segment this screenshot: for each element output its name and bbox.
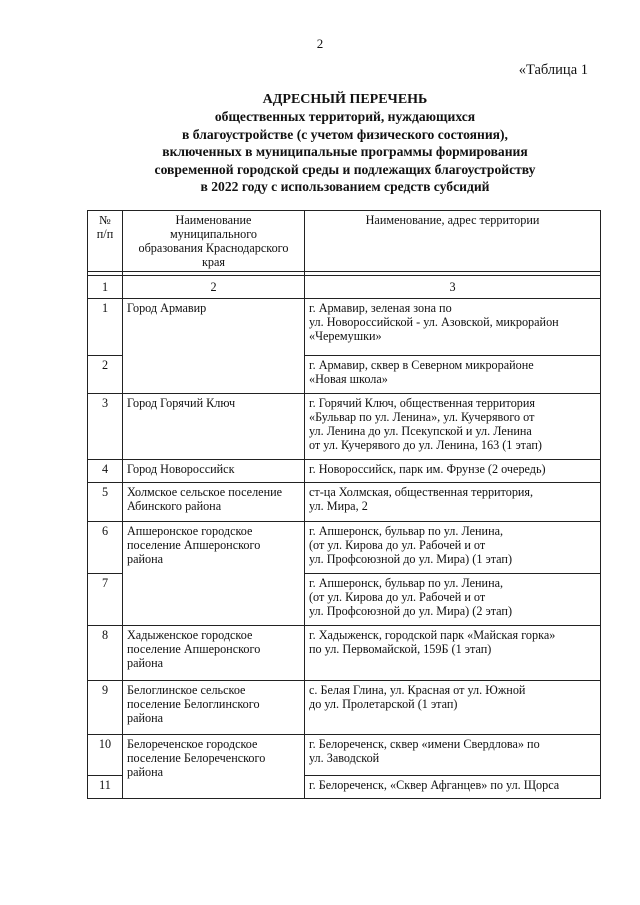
row-address: г. Апшеронск, бульвар по ул. Ленина, (от ул. Кирова до ул. Рабочей и от ул. Профсоюзной до ул. Мира) (2 этап): [305, 574, 601, 626]
row-municipality: Хадыженское городское поселение Апшеронского района: [123, 626, 305, 681]
row-num: 1: [88, 299, 123, 356]
row-address: г. Хадыженск, городской парк «Майская горка» по ул. Первомайской, 159Б (1 этап): [305, 626, 601, 681]
row-municipality: Белореченское городское поселение Белореченского района: [123, 735, 305, 799]
row-num: 3: [88, 394, 123, 460]
table-row: [88, 735, 601, 776]
table-row: [88, 626, 601, 681]
table-reference: «Таблица 1: [518, 62, 588, 78]
title-line: в 2022 году с использованием средств субсидий: [200, 179, 490, 195]
table-row: [88, 460, 601, 483]
row-address: г. Белореченск, сквер «имени Свердлова» по ул. Заводской: [305, 735, 601, 776]
row-num: 4: [88, 460, 123, 483]
row-address: г. Апшеронск, бульвар по ул. Ленина, (от ул. Кирова до ул. Рабочей и от ул. Профсоюзной до ул. Мира) (1 этап): [305, 522, 601, 574]
row-address: ст-ца Холмская, общественная территория, ул. Мира, 2: [305, 483, 601, 522]
table-row: [88, 483, 601, 522]
row-num: 2: [88, 356, 123, 394]
column-number: 3: [305, 276, 601, 299]
title-line: общественных территорий, нуждающихся: [214, 109, 476, 125]
row-address: г. Горячий Ключ, общественная территория «Бульвар по ул. Ленина», ул. Кучерявого от ул. Ленина до ул. Псекупской и ул. Ленина от ул. Кучерявого до ул. Ленина, 163 (1 этап): [305, 394, 601, 460]
column-number: 2: [123, 276, 305, 299]
row-municipality: Белоглинское сельское поселение Белоглинского района: [123, 681, 305, 735]
address-table: [87, 210, 601, 799]
header-municipality: Наименование муниципального образования Краснодарского края: [123, 211, 305, 272]
row-address: г. Белореченск, «Сквер Афганцев» по ул. Щорса: [305, 776, 601, 799]
header-address: Наименование, адрес территории: [305, 211, 601, 272]
row-address: г. Новороссийск, парк им. Фрунзе (2 очередь): [305, 460, 601, 483]
row-municipality: Холмское сельское поселение Абинского района: [123, 483, 305, 522]
table-row: [88, 522, 601, 574]
table-header-row: [88, 211, 601, 272]
table-row: [88, 299, 601, 356]
row-municipality: Город Армавир: [123, 299, 305, 394]
row-num: 6: [88, 522, 123, 574]
row-num: 7: [88, 574, 123, 626]
row-municipality: Апшеронское городское поселение Апшеронского района: [123, 522, 305, 626]
row-municipality: Город Горячий Ключ: [123, 394, 305, 460]
title-main: АДРЕСНЫЙ ПЕРЕЧЕНЬ: [262, 92, 428, 107]
table-row: [88, 394, 601, 460]
title-line: включенных в муниципальные программы формирования: [162, 144, 528, 160]
column-number: 1: [88, 276, 123, 299]
row-num: 9: [88, 681, 123, 735]
row-address: с. Белая Глина, ул. Красная от ул. Южной до ул. Пролетарской (1 этап): [305, 681, 601, 735]
row-num: 10: [88, 735, 123, 776]
row-num: 5: [88, 483, 123, 522]
header-num: № п/п: [88, 211, 123, 272]
row-address: г. Армавир, зеленая зона по ул. Новороссийской - ул. Азовской, микрорайон «Черемушки»: [305, 299, 601, 356]
table-row: [88, 681, 601, 735]
column-number-row: [88, 276, 601, 299]
title-line: в благоустройстве (с учетом физического состояния),: [182, 126, 508, 142]
page-number: 2: [316, 36, 324, 51]
title-line: современной городской среды и подлежащих благоустройству: [154, 161, 536, 177]
row-municipality: Город Новороссийск: [123, 460, 305, 483]
row-num: 11: [88, 776, 123, 799]
row-address: г. Армавир, сквер в Северном микрорайоне «Новая школа»: [305, 356, 601, 394]
row-num: 8: [88, 626, 123, 681]
document-title: [60, 91, 630, 195]
